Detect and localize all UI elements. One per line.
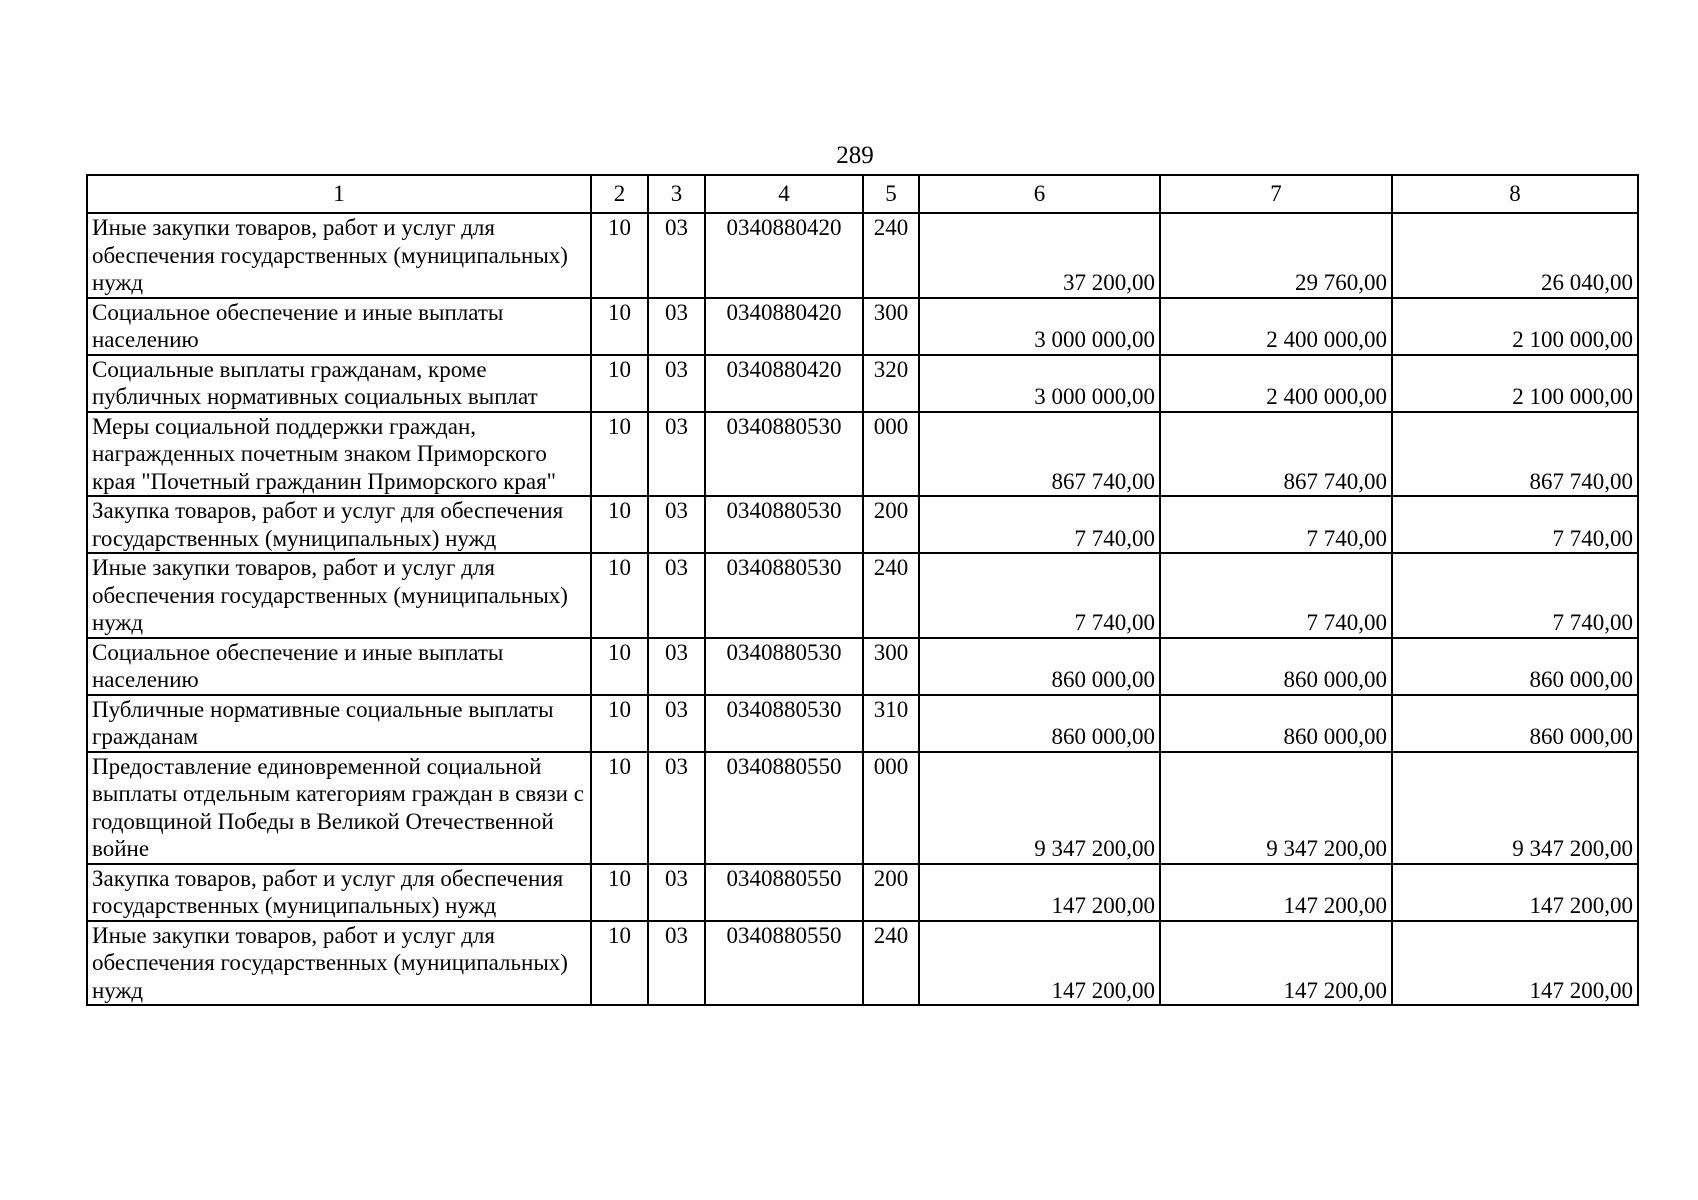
target-article-cell: 0340880420 [705, 298, 863, 355]
expense-type-cell: 200 [863, 864, 919, 921]
amount-cell-col8: 147 200,00 [1392, 921, 1638, 1006]
amount-cell-col7: 147 200,00 [1160, 921, 1392, 1006]
header-row [87, 175, 1638, 213]
section-code-cell: 10 [591, 638, 648, 695]
row-name-cell: Иные закупки товаров, работ и услуг для обеспечения государственных (муниципальных) нужд [87, 213, 591, 298]
row-name-cell: Меры социальной поддержки граждан, награжденных почетным знаком Приморского края "Почетный гражданин Приморского края" [87, 412, 591, 497]
expense-type-cell: 320 [863, 355, 919, 412]
expense-type-cell: 000 [863, 412, 919, 497]
subsection-code-cell: 03 [648, 553, 705, 638]
amount-cell-col6: 7 740,00 [919, 496, 1160, 553]
amount-cell-col6: 37 200,00 [919, 213, 1160, 298]
target-article-cell: 0340880420 [705, 213, 863, 298]
amount-cell-col8: 867 740,00 [1392, 412, 1638, 497]
subsection-code-cell: 03 [648, 638, 705, 695]
target-article-cell: 0340880530 [705, 496, 863, 553]
amount-cell-col7: 2 400 000,00 [1160, 355, 1392, 412]
amount-cell-col6: 860 000,00 [919, 638, 1160, 695]
amount-cell-col6: 147 200,00 [919, 921, 1160, 1006]
subsection-code-cell: 03 [648, 298, 705, 355]
amount-cell-col6: 860 000,00 [919, 695, 1160, 752]
amount-cell-col7: 860 000,00 [1160, 638, 1392, 695]
target-article-cell: 0340880530 [705, 412, 863, 497]
table-row [87, 638, 1638, 695]
column-header: 7 [1160, 175, 1392, 213]
column-header: 6 [919, 175, 1160, 213]
section-code-cell: 10 [591, 355, 648, 412]
target-article-cell: 0340880550 [705, 864, 863, 921]
section-code-cell: 10 [591, 213, 648, 298]
amount-cell-col6: 3 000 000,00 [919, 298, 1160, 355]
amount-cell-col7: 7 740,00 [1160, 553, 1392, 638]
column-header: 5 [863, 175, 919, 213]
table-row [87, 864, 1638, 921]
subsection-code-cell: 03 [648, 213, 705, 298]
amount-cell-col6: 7 740,00 [919, 553, 1160, 638]
expense-type-cell: 240 [863, 553, 919, 638]
amount-cell-col6: 3 000 000,00 [919, 355, 1160, 412]
page-number: 289 [836, 142, 874, 169]
section-code-cell: 10 [591, 412, 648, 497]
column-header: 4 [705, 175, 863, 213]
section-code-cell: 10 [591, 921, 648, 1006]
subsection-code-cell: 03 [648, 412, 705, 497]
amount-cell-col7: 29 760,00 [1160, 213, 1392, 298]
amount-cell-col8: 147 200,00 [1392, 864, 1638, 921]
amount-cell-col8: 7 740,00 [1392, 496, 1638, 553]
target-article-cell: 0340880530 [705, 695, 863, 752]
column-header: 2 [591, 175, 648, 213]
table-row [87, 355, 1638, 412]
column-header: 3 [648, 175, 705, 213]
amount-cell-col8: 2 100 000,00 [1392, 298, 1638, 355]
subsection-code-cell: 03 [648, 752, 705, 864]
row-name-cell: Социальное обеспечение и иные выплаты населению [87, 638, 591, 695]
subsection-code-cell: 03 [648, 864, 705, 921]
amount-cell-col7: 860 000,00 [1160, 695, 1392, 752]
target-article-cell: 0340880420 [705, 355, 863, 412]
amount-cell-col7: 147 200,00 [1160, 864, 1392, 921]
section-code-cell: 10 [591, 298, 648, 355]
amount-cell-col8: 26 040,00 [1392, 213, 1638, 298]
row-name-cell: Предоставление единовременной социальной выплаты отдельным категориям граждан в связи с годовщиной Победы в Великой Отечественной войне [87, 752, 591, 864]
column-header: 1 [87, 175, 591, 213]
amount-cell-col7: 9 347 200,00 [1160, 752, 1392, 864]
section-code-cell: 10 [591, 695, 648, 752]
table-body [87, 213, 1638, 1005]
amount-cell-col8: 860 000,00 [1392, 638, 1638, 695]
expense-type-cell: 240 [863, 213, 919, 298]
target-article-cell: 0340880530 [705, 638, 863, 695]
subsection-code-cell: 03 [648, 496, 705, 553]
section-code-cell: 10 [591, 752, 648, 864]
row-name-cell: Иные закупки товаров, работ и услуг для обеспечения государственных (муниципальных) нужд [87, 921, 591, 1006]
expense-type-cell: 000 [863, 752, 919, 864]
subsection-code-cell: 03 [648, 695, 705, 752]
row-name-cell: Закупка товаров, работ и услуг для обеспечения государственных (муниципальных) нужд [87, 864, 591, 921]
amount-cell-col7: 867 740,00 [1160, 412, 1392, 497]
subsection-code-cell: 03 [648, 355, 705, 412]
expense-type-cell: 200 [863, 496, 919, 553]
table-row [87, 412, 1638, 497]
row-name-cell: Социальное обеспечение и иные выплаты населению [87, 298, 591, 355]
table-row [87, 752, 1638, 864]
subsection-code-cell: 03 [648, 921, 705, 1006]
table-row [87, 553, 1638, 638]
row-name-cell: Закупка товаров, работ и услуг для обеспечения государственных (муниципальных) нужд [87, 496, 591, 553]
row-name-cell: Публичные нормативные социальные выплаты гражданам [87, 695, 591, 752]
amount-cell-col8: 7 740,00 [1392, 553, 1638, 638]
amount-cell-col6: 147 200,00 [919, 864, 1160, 921]
expense-type-cell: 240 [863, 921, 919, 1006]
table-row [87, 298, 1638, 355]
expense-type-cell: 310 [863, 695, 919, 752]
column-header: 8 [1392, 175, 1638, 213]
row-name-cell: Иные закупки товаров, работ и услуг для обеспечения государственных (муниципальных) нужд [87, 553, 591, 638]
amount-cell-col8: 9 347 200,00 [1392, 752, 1638, 864]
budget-table [86, 174, 1639, 1006]
expense-type-cell: 300 [863, 638, 919, 695]
amount-cell-col8: 2 100 000,00 [1392, 355, 1638, 412]
section-code-cell: 10 [591, 553, 648, 638]
target-article-cell: 0340880530 [705, 553, 863, 638]
target-article-cell: 0340880550 [705, 752, 863, 864]
section-code-cell: 10 [591, 864, 648, 921]
section-code-cell: 10 [591, 496, 648, 553]
amount-cell-col8: 860 000,00 [1392, 695, 1638, 752]
amount-cell-col7: 2 400 000,00 [1160, 298, 1392, 355]
table-row [87, 921, 1638, 1006]
target-article-cell: 0340880550 [705, 921, 863, 1006]
amount-cell-col6: 867 740,00 [919, 412, 1160, 497]
expense-type-cell: 300 [863, 298, 919, 355]
table-row [87, 496, 1638, 553]
table-row [87, 213, 1638, 298]
amount-cell-col6: 9 347 200,00 [919, 752, 1160, 864]
amount-cell-col7: 7 740,00 [1160, 496, 1392, 553]
row-name-cell: Социальные выплаты гражданам, кроме публичных нормативных социальных выплат [87, 355, 591, 412]
table-row [87, 695, 1638, 752]
